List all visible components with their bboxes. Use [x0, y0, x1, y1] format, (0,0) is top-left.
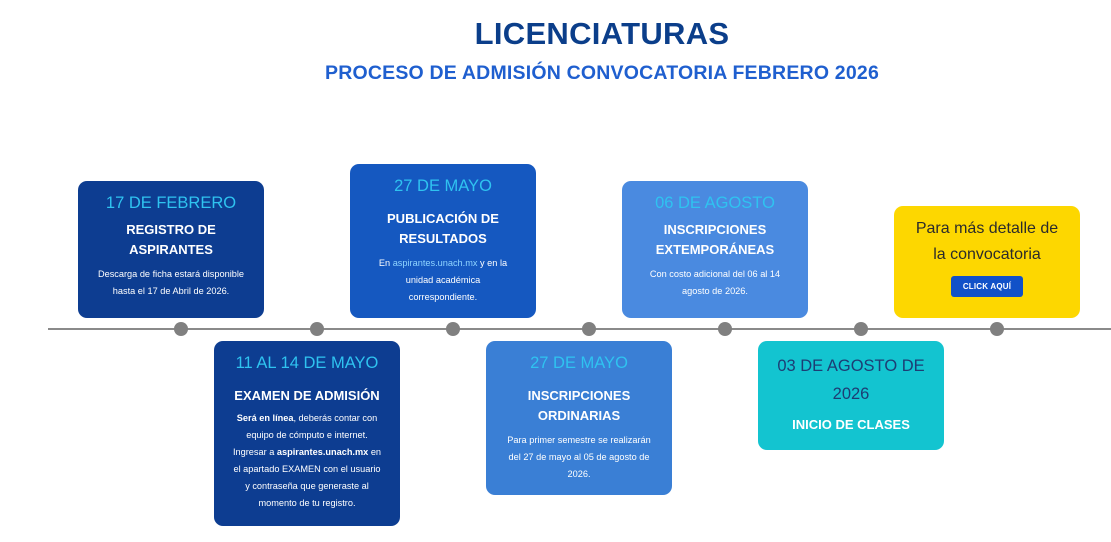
- card-heading: [88, 220, 254, 260]
- card-desc-bold: aspirantes.unach.mx: [276, 447, 369, 457]
- card-desc-line: unidad académica: [405, 275, 481, 285]
- card-description: [496, 432, 662, 483]
- card-heading-line: ORDINARIAS: [537, 408, 621, 423]
- card-date: 11 AL 14 DE MAYO: [235, 354, 379, 372]
- card-desc-line: [224, 444, 390, 461]
- card-heading: [632, 220, 798, 260]
- card-desc-line: Para primer semestre se realizarán: [507, 435, 651, 445]
- timeline-dot: [310, 322, 324, 336]
- card-description: [224, 410, 390, 512]
- card-heading-line: ASPIRANTES: [129, 242, 213, 257]
- card-desc-line: [360, 255, 526, 272]
- card-desc-line: momento de tu registro.: [258, 498, 356, 508]
- card-heading-line: INICIO DE CLASES: [792, 417, 910, 432]
- card-desc-line: el apartado EXAMEN con el usuario: [233, 464, 381, 474]
- card-heading: [768, 415, 934, 435]
- inscripciones-extemporaneas-card: [622, 181, 808, 318]
- click-aqui-button[interactable]: CLICK AQUÍ: [951, 276, 1023, 297]
- card-desc-text: en: [368, 447, 382, 457]
- more-details-text: [904, 206, 1070, 268]
- timeline-dot: [582, 322, 596, 336]
- card-date: 27 DE MAYO: [530, 354, 628, 372]
- card-desc-text: , deberás contar con: [293, 413, 378, 423]
- card-heading-line: EXTEMPORÁNEAS: [655, 242, 775, 257]
- aspirantes-link[interactable]: aspirantes.unach.mx: [392, 258, 478, 268]
- card-heading-line: INSCRIPCIONES: [663, 222, 767, 237]
- examen-card: [214, 341, 400, 526]
- card-description: [88, 266, 254, 300]
- card-desc-line: agosto de 2026.: [682, 286, 748, 296]
- more-details-card: [894, 206, 1080, 318]
- card-desc-line: Descarga de ficha estará disponible: [97, 269, 245, 279]
- more-details-line: Para más detalle de: [915, 220, 1059, 237]
- card-desc-line: hasta el 17 de Abril de 2026.: [112, 286, 230, 296]
- registro-card: [78, 181, 264, 318]
- inicio-clases-card: [758, 341, 944, 450]
- card-heading: [360, 209, 526, 249]
- card-desc-text: En: [378, 258, 393, 268]
- card-heading-line: PUBLICACIÓN DE: [387, 211, 499, 226]
- timeline-dot: [174, 322, 188, 336]
- card-desc-text: y en la: [477, 258, 508, 268]
- card-heading-line: EXAMEN DE ADMISIÓN: [234, 388, 380, 403]
- timeline-dot: [446, 322, 460, 336]
- card-desc-line: 2026.: [567, 469, 591, 479]
- card-date-line: 2026: [832, 385, 870, 403]
- card-desc-line: Con costo adicional del 06 al 14: [649, 269, 781, 279]
- timeline-dot: [990, 322, 1004, 336]
- timeline-line: [48, 328, 1111, 330]
- card-desc-line: [224, 410, 390, 427]
- card-desc-line: y contraseña que generaste al: [245, 481, 369, 491]
- card-heading: [224, 386, 390, 406]
- card-date: 06 DE AGOSTO: [655, 194, 775, 212]
- timeline-dot: [718, 322, 732, 336]
- card-date: [768, 341, 934, 408]
- timeline-dot: [854, 322, 868, 336]
- resultados-card: [350, 164, 536, 318]
- page-subtitle: PROCESO DE ADMISIÓN CONVOCATORIA FEBRERO 2026: [324, 62, 879, 84]
- card-description: [360, 255, 526, 306]
- card-desc-line: equipo de cómputo e internet.: [246, 430, 368, 440]
- card-desc-line: correspondiente.: [408, 292, 478, 302]
- inscripciones-ordinarias-card: [486, 341, 672, 495]
- card-desc-text: Ingresar a: [232, 447, 277, 457]
- page-title: LICENCIATURAS: [474, 16, 730, 51]
- card-heading: [496, 386, 662, 426]
- card-description: [632, 266, 798, 300]
- card-desc-bold: Será en línea: [236, 413, 294, 423]
- card-heading-line: INSCRIPCIONES: [527, 388, 631, 403]
- card-heading-line: RESULTADOS: [399, 231, 487, 246]
- card-date-line: 03 DE AGOSTO DE: [777, 357, 925, 375]
- more-details-line: la convocatoria: [933, 246, 1041, 263]
- card-date: 17 DE FEBRERO: [105, 194, 237, 212]
- card-date: 27 DE MAYO: [394, 177, 492, 195]
- card-desc-line: del 27 de mayo al 05 de agosto de: [508, 452, 650, 462]
- card-heading-line: REGISTRO DE: [126, 222, 216, 237]
